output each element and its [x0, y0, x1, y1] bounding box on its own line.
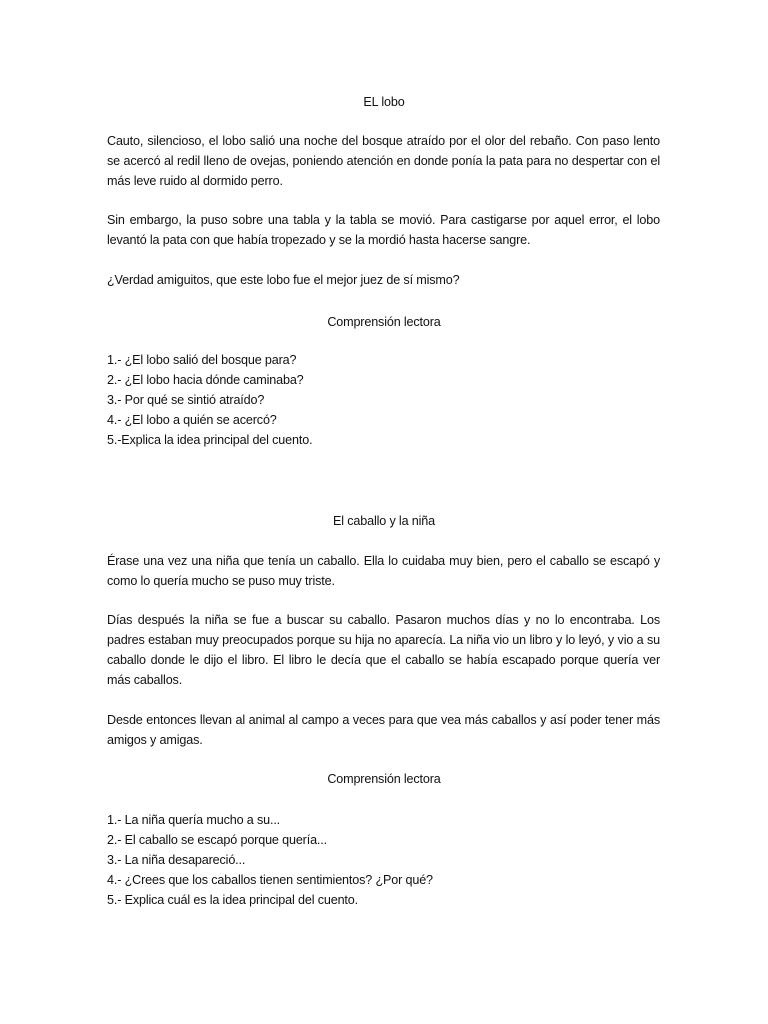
story1-question-1: 1.- ¿El lobo salió del bosque para? — [107, 353, 297, 367]
story1-question-3: 3.- Por qué se sintió atraído? — [107, 393, 265, 407]
story2-question-3: 3.- La niña desapareció... — [107, 853, 246, 867]
story1-question-list — [107, 350, 660, 450]
story2-comprehension-title: Comprensión lectora — [327, 772, 441, 786]
story2-question-2: 2.- El caballo se escapó porque quería... — [107, 833, 327, 847]
story1-question-2: 2.- ¿El lobo hacia dónde caminaba? — [107, 373, 304, 387]
story2-paragraph-2: Días después la niña se fue a buscar su caballo. Pasaron muchos días y no lo encontraba. Los padres estaban muy preocupados porque su hija no aparecía. La niña vio un libro y lo leyó, y vio a su caballo donde le dijo el libro. El libro le decía que el caballo se había escapado porque quería ver más caballos. — [107, 613, 660, 687]
story2-title: El caballo y la niña — [332, 514, 435, 528]
story1-question-4: 4.- ¿El lobo a quién se acercó? — [107, 413, 277, 427]
story1-comprehension-title: Comprensión lectora — [327, 315, 441, 329]
story1-title: EL lobo — [363, 95, 405, 109]
story2-question-4: 4.- ¿Crees que los caballos tienen sentimientos? ¿Por qué? — [107, 873, 433, 887]
story1-paragraph-3: ¿Verdad amiguitos, que este lobo fue el mejor juez de sí mismo? — [107, 273, 460, 287]
story2-question-5: 5.- Explica cuál es la idea principal del cuento. — [107, 893, 358, 907]
story2-paragraph-1: Érase una vez una niña que tenía un caballo. Ella lo cuidaba muy bien, pero el caballo se escapó y como lo quería mucho se puso muy triste. — [107, 554, 660, 588]
story1-paragraph-1: Cauto, silencioso, el lobo salió una noche del bosque atraído por el olor del rebaño. Con paso lento se acercó al redil lleno de ovejas, poniendo atención en donde ponía la pata para no despertar con el más leve ruido al dormido perro. — [107, 134, 660, 188]
story2-paragraph-3: Desde entonces llevan al animal al campo a veces para que vea más caballos y así poder tener más amigos y amigas. — [107, 713, 660, 747]
story2-question-1: 1.- La niña quería mucho a su... — [107, 813, 281, 827]
story1-question-5: 5.-Explica la idea principal del cuento. — [107, 433, 313, 447]
story1-paragraph-2: Sin embargo, la puso sobre una tabla y la tabla se movió. Para castigarse por aquel error, el lobo levantó la pata con que había tropezado y se la mordió hasta hacerse sangre. — [107, 213, 660, 247]
story2-question-list — [107, 810, 660, 910]
